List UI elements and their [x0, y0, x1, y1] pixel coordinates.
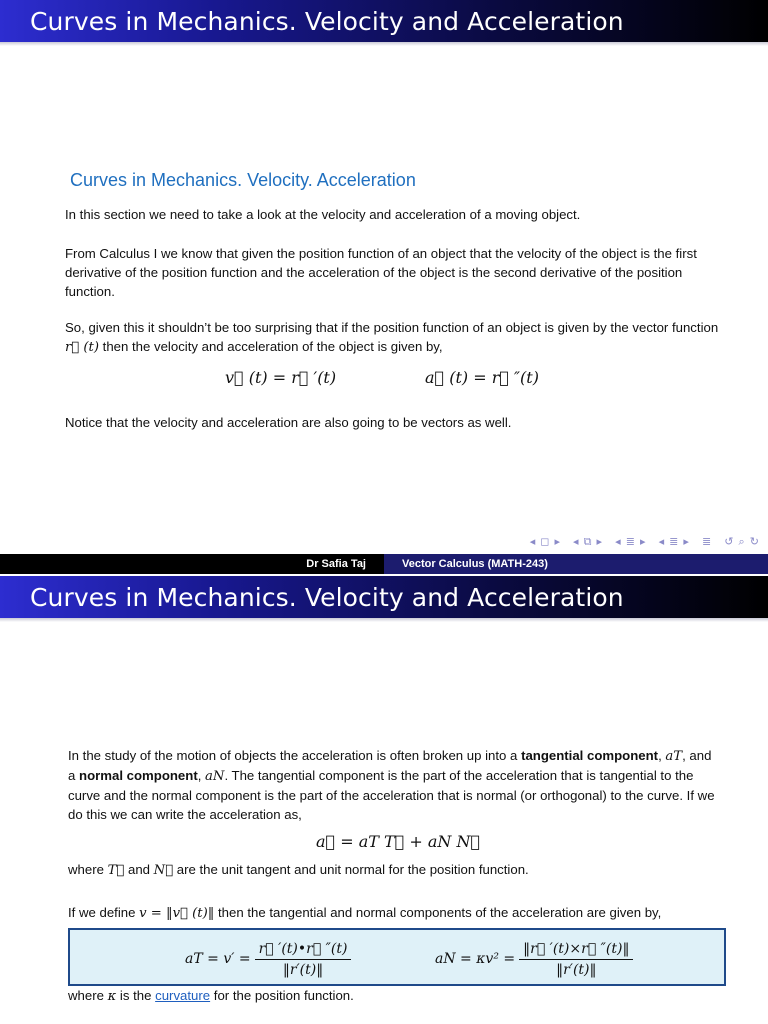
unit-normal-symbol: N⃗ [153, 863, 174, 878]
unit-tangent-symbol: T⃗ [107, 863, 125, 878]
slide-title-bar [0, 576, 768, 618]
velocity-equation: v⃗ (t) = r⃗ ′(t) [225, 368, 337, 387]
slide-2 [0, 576, 768, 1024]
fraction [519, 941, 633, 978]
title-shadow [0, 618, 768, 622]
slide-footer [0, 554, 768, 574]
beamer-navigation [522, 535, 760, 549]
paragraph-text: then the velocity and acceleration of the object is given by, [102, 339, 443, 354]
title-shadow [0, 42, 768, 46]
paragraph-text: for the position function. [213, 988, 354, 1003]
paragraph-curvature [68, 986, 728, 1006]
slide-title: Curves in Mechanics. Velocity and Acceleration [30, 6, 624, 36]
fraction-denominator: ‖r′(t)‖ [282, 961, 324, 978]
bold-term: tangential component [521, 748, 659, 763]
tangential-component-formula [185, 930, 351, 988]
tangential-symbol: aT [665, 749, 683, 764]
curvature-link[interactable]: curvature [155, 988, 211, 1003]
paragraph-text: In the study of the motion of objects the acceleration is often broken up into a [68, 748, 518, 763]
position-function-math: r⃗ (t) [65, 340, 99, 355]
acceleration-decomposition-equation: a⃗ = aT T⃗ + aN N⃗ [316, 832, 481, 851]
slide-title: Curves in Mechanics. Velocity and Acceleration [30, 582, 624, 612]
fraction [255, 941, 352, 978]
paragraph-text: then the tangential and normal components of the acceleration are given by, [218, 905, 662, 920]
formula-lhs: aT = v′ = [185, 951, 251, 967]
paragraph-text: where [68, 862, 104, 877]
paragraph-text: are the unit tangent and unit normal for the position function. [176, 862, 529, 877]
paragraph-components: In the study of the motion of objects the acceleration is often broken up into a tangential component, aT, and a normal component, aN. The tangential component is the part of the acceleration that is tangential to the curve and the normal component is the part of the acceleration that is normal (or orthogonal) to the curve. If we do this we can write the acceleration as, [68, 748, 715, 822]
footer-course: Vector Calculus (MATH-243) [384, 554, 768, 574]
paragraph-text: If we define [68, 905, 136, 920]
paragraph-define-speed [68, 903, 728, 923]
speed-definition: v = ‖v⃗ (t)‖ [139, 906, 215, 921]
fraction-denominator: ‖r′(t)‖ [556, 961, 597, 978]
slide-title-bar [0, 0, 768, 42]
nav-frame-icon[interactable]: ◂ ◻ ▸ [529, 536, 561, 548]
nav-search-icon[interactable]: ↺ ⌕ ↻ [724, 536, 760, 548]
paragraph-vector-function [65, 318, 725, 357]
paragraph-text: . The tangential component is the part of the acceleration that is tangential to the curve and the normal component is the part of the acceleration that is normal (or orthogonal) to the curve. If we do this we can write the acceleration as, [68, 768, 715, 822]
bold-term: normal component [79, 768, 198, 783]
nav-section-icon[interactable]: ◂ ≣ ▸ [615, 536, 647, 548]
paragraph-calculus: From Calculus I we know that given the position function of an object that the velocity of the object is the first derivative of the position function and the acceleration of the object is the second derivative of the position function. [65, 246, 697, 299]
component-formula-box [68, 928, 726, 986]
paragraph-text: is the [119, 988, 152, 1003]
footer-author: Dr Safia Taj [0, 554, 384, 574]
nav-section-icon[interactable]: ◂ ≣ ▸ [658, 536, 690, 548]
paragraph-text: , and a [68, 748, 712, 783]
paragraph-intro: In this section we need to take a look at the velocity and acceleration of a moving object. [65, 207, 581, 222]
acceleration-equation: a⃗ (t) = r⃗ ″(t) [425, 368, 539, 387]
kappa-symbol: κ [107, 989, 117, 1004]
nav-subsection-icon[interactable]: ◂ ⧉ ▸ [573, 536, 604, 548]
paragraph-text: and [127, 862, 150, 877]
formula-lhs: aN = κv² = [435, 951, 516, 967]
paragraph-notice: Notice that the velocity and acceleration are also going to be vectors as well. [65, 415, 512, 430]
section-heading: Curves in Mechanics. Velocity. Acceleration [70, 170, 416, 190]
nav-toc-icon[interactable]: ≣ [702, 536, 713, 548]
fraction-numerator: ‖r⃗ ′(t)×r⃗ ″(t)‖ [519, 941, 633, 960]
normal-symbol: aN [205, 769, 225, 784]
fraction-numerator: r⃗ ′(t)•r⃗ ″(t) [255, 941, 352, 960]
paragraph-unit-vectors [68, 860, 728, 880]
paragraph-text: So, given this it shouldn’t be too surprising that if the position function of an object is given by the vector function [65, 320, 719, 335]
paragraph-text: where [68, 988, 104, 1003]
normal-component-formula [435, 930, 633, 988]
